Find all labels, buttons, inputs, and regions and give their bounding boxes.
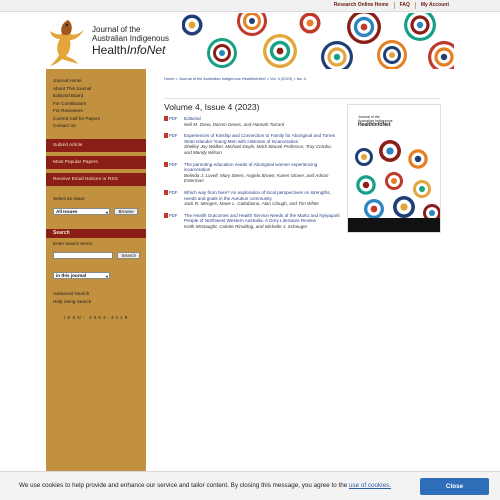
sidebar-item-contributors[interactable]: For Contributors	[53, 100, 87, 106]
article-authors: Neil M. Drew, Darren Deves, and Hannah Tarrant	[184, 121, 285, 127]
search-scope-select[interactable]	[53, 272, 110, 279]
pdf-link[interactable]	[164, 190, 177, 195]
article-authors: Belinda J. Lovell, Mary Steen, Angela Brown, Karen Glover, and Adrian Esterman	[184, 172, 329, 184]
cover-title-line2: Australian Indigenous	[358, 119, 393, 124]
article-item	[164, 133, 340, 155]
select-issue-label: Select an issue:	[53, 195, 86, 201]
header-concentric-circles-art	[182, 13, 454, 69]
journal-title-infonet: InfoNet	[126, 43, 166, 57]
breadcrumb-separator: >	[293, 76, 296, 81]
journal-title-line2: Australian Indigenous	[92, 34, 169, 43]
submit-article-link[interactable]: Submit Article	[46, 138, 146, 152]
pdf-icon	[164, 133, 168, 138]
breadcrumb-journal[interactable]: Journal of the Australian Indigenous HealthInfoNet	[178, 76, 266, 81]
cover-footer-strip	[348, 218, 441, 232]
pdf-icon	[164, 116, 168, 121]
issue-select[interactable]	[53, 208, 110, 215]
top-bar	[0, 0, 500, 12]
sidebar-item-journal-home[interactable]: Journal Home	[53, 78, 82, 83]
cookie-banner	[0, 471, 500, 500]
journal-header[interactable]	[46, 13, 454, 69]
pdf-label: PDF	[169, 133, 178, 139]
article-title-link[interactable]: The Health Outcomes and Health Service Needs of the Martu and Nyiyaparli People of Northwest Western Australia: A Grey Literature Review	[184, 212, 340, 224]
pdf-label: PDF	[169, 161, 178, 167]
most-popular-papers-link[interactable]: Most Popular Papers	[46, 155, 146, 169]
advanced-search-link[interactable]: Advanced Search	[53, 290, 90, 296]
pdf-icon	[164, 162, 168, 167]
pdf-label: PDF	[169, 116, 178, 121]
research-online-home-link[interactable]: Research Online Home	[333, 2, 389, 8]
article-title-link[interactable]: The parenting education needs of Aboriginal women experiencing incarceration	[184, 161, 318, 173]
issue-select-value: All Issues	[56, 208, 78, 214]
article-list	[164, 116, 340, 236]
search-scope-row	[46, 267, 146, 285]
issn-label: ISSN: 2653-3219	[64, 314, 130, 320]
article-title-link[interactable]: Which way from here? An exploration of local perspectives on strengths, needs and goals in the Aurukun community	[184, 189, 331, 201]
breadcrumb-issue[interactable]: Iss. 4	[296, 76, 306, 81]
sidebar-nav	[46, 69, 146, 130]
main-content	[164, 69, 454, 500]
article-authors: Shelley Joy Walker, Michael Doyle, Mark Stoové Professor, Troy Combo, and Mandy Wilson	[184, 144, 332, 155]
sidebar-item-about[interactable]: About This Journal	[53, 85, 92, 91]
sidebar-item-reviewers[interactable]: For Reviewers	[53, 108, 83, 113]
article-item	[164, 213, 340, 230]
top-links	[329, 2, 454, 9]
pdf-link[interactable]	[164, 213, 177, 218]
pdf-label: PDF	[169, 212, 178, 218]
article-title-link[interactable]: Experiences of Kinship and Connection to Family for Aboriginal and Torres Strait Islander Young Men with Histories of Incarceration	[184, 133, 336, 144]
pdf-link[interactable]	[164, 162, 177, 167]
browse-button[interactable]: Browse	[114, 208, 137, 215]
cover-circles-art	[348, 105, 441, 233]
article-item	[164, 116, 340, 127]
search-terms-label: Enter search terms:	[53, 240, 94, 246]
journal-title-line3	[92, 44, 169, 57]
article-authors: Jack R. Menges, Marie L. Caltabiano, Alan Clough, and Tim White	[184, 201, 319, 207]
pdf-icon	[164, 213, 168, 218]
sidebar-item-editorial-board[interactable]: Editorial Board	[53, 93, 84, 98]
sidebar-item-call-for-papers[interactable]: Current Call for Papers	[53, 115, 100, 121]
cover-title-line3: HealthInfoNet	[358, 122, 391, 129]
search-row	[46, 247, 146, 265]
lizard-logo-icon	[48, 17, 88, 67]
breadcrumb-separator: >	[175, 76, 178, 81]
breadcrumb-home[interactable]: Home	[164, 76, 175, 81]
chevron-down-icon: ▾	[105, 273, 108, 279]
breadcrumb-separator: >	[266, 76, 269, 81]
article-authors: Keith McNaught, Colette Rinoldog, and Michelle J. Scheuger	[184, 223, 308, 229]
email-notices-rss-link[interactable]: Receive Email Notices or RSS	[46, 172, 146, 186]
cookie-message	[19, 482, 391, 489]
help-search-link[interactable]: Help Using Search	[53, 298, 92, 304]
pdf-link[interactable]	[164, 133, 177, 138]
sidebar-item-contact[interactable]: Contact Us	[53, 123, 76, 128]
pdf-icon	[164, 190, 168, 195]
article-title-link[interactable]: Editorial	[184, 116, 201, 121]
search-heading: Search	[46, 229, 146, 238]
journal-title-health: Health	[92, 43, 127, 57]
issue-title: Volume 4, Issue 4 (2023)	[164, 102, 260, 112]
pdf-link[interactable]	[164, 116, 177, 121]
select-issue-row	[46, 203, 146, 221]
chevron-down-icon: ▾	[105, 209, 108, 215]
search-scope-value: in this journal	[56, 272, 87, 278]
cookie-policy-link[interactable]: use of cookies.	[348, 482, 391, 489]
breadcrumb-volume[interactable]: Vol. 4 (2023)	[270, 76, 293, 81]
article-item	[164, 162, 340, 184]
journal-title	[92, 25, 169, 57]
journal-title-line1: Journal of the	[92, 25, 141, 34]
my-account-link[interactable]: My Account	[415, 2, 454, 9]
divider	[164, 98, 441, 99]
search-input[interactable]	[53, 252, 113, 259]
cookie-close-button[interactable]: Close	[420, 478, 489, 495]
sidebar	[46, 69, 146, 500]
issue-cover-image	[347, 104, 441, 233]
search-button[interactable]: Search	[117, 252, 140, 259]
cover-title-line1: Journal of the	[358, 115, 380, 119]
article-item	[164, 190, 340, 207]
faq-link[interactable]: FAQ	[394, 2, 415, 9]
main-frame	[46, 69, 454, 500]
cookie-text: We use cookies to help provide and enhance our service and tailor content. By closing this message, you agree to the	[19, 482, 349, 489]
breadcrumb	[164, 76, 306, 81]
pdf-label: PDF	[169, 189, 178, 195]
